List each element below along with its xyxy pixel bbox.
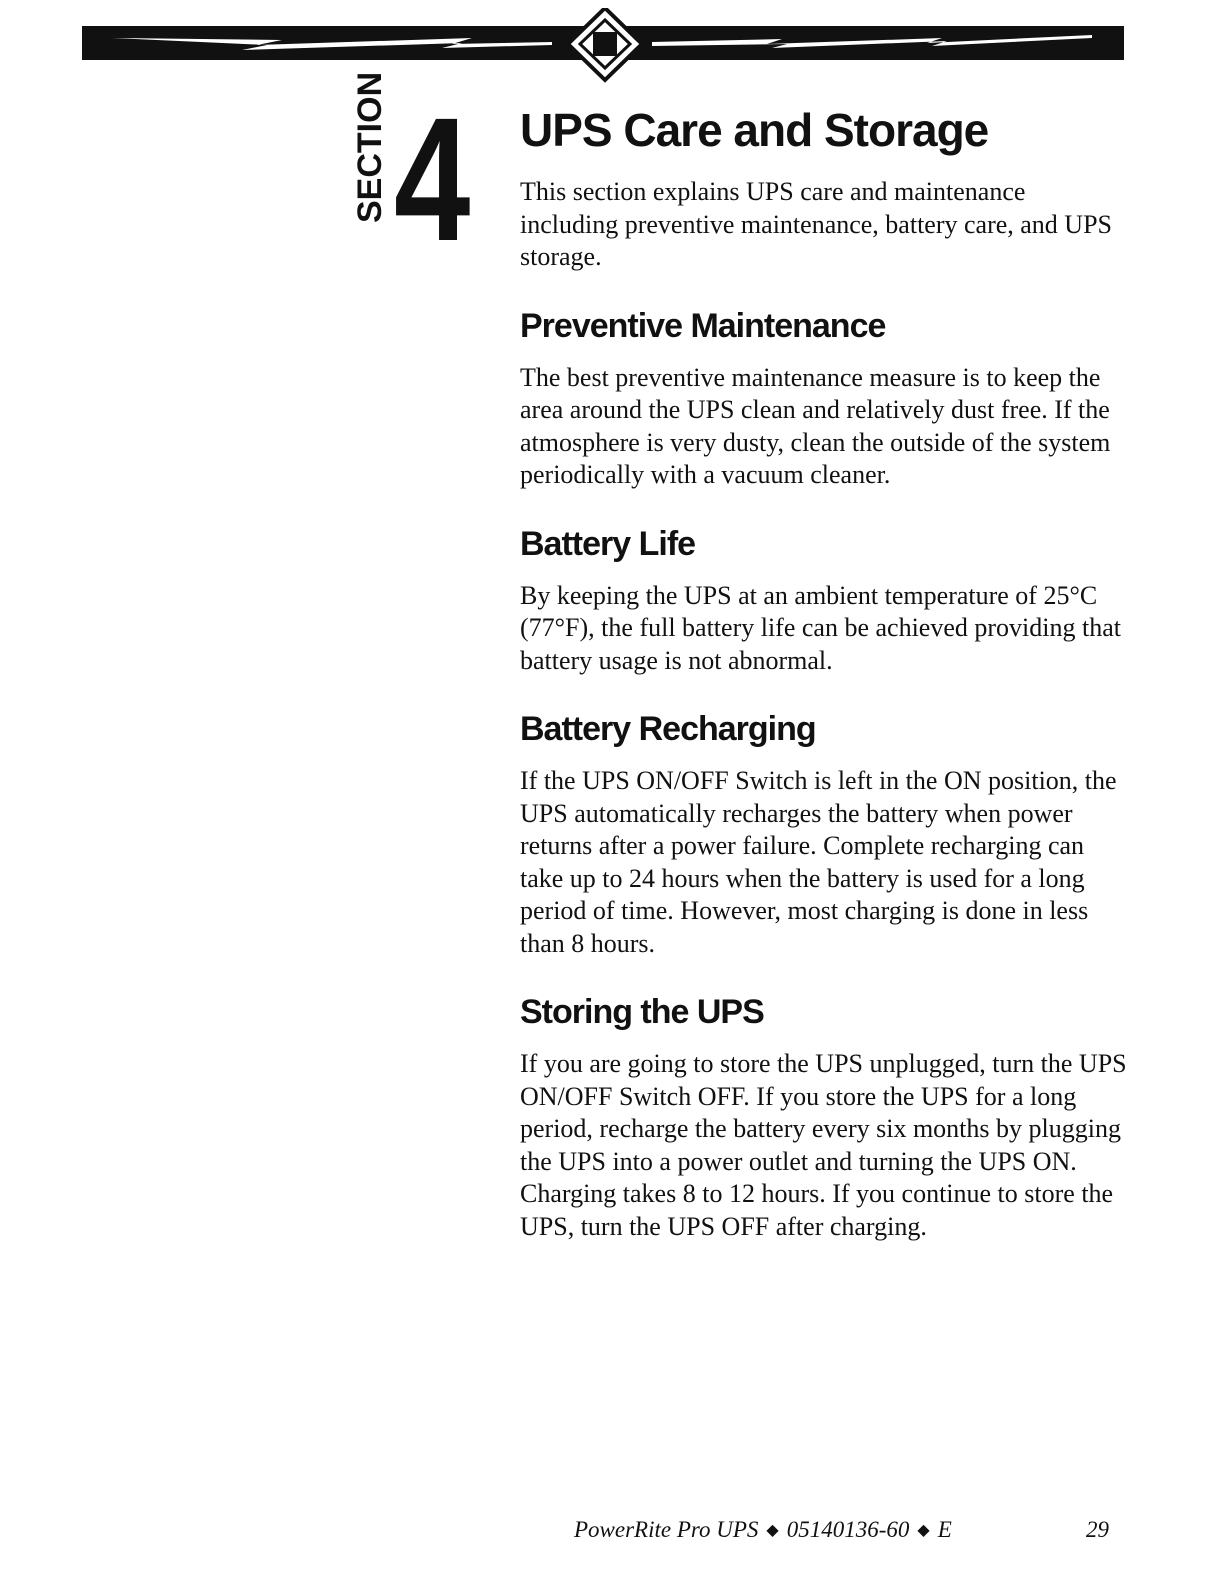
page-title: UPS Care and Storage <box>520 104 989 156</box>
footer-part-number: 05140136-60 <box>786 1517 910 1542</box>
heading-battery-recharging: Battery Recharging <box>520 710 816 748</box>
diamond-separator-icon: ◆ <box>766 1522 779 1539</box>
diamond-separator-icon: ◆ <box>917 1522 930 1539</box>
footer-product: PowerRite Pro UPS <box>574 1517 759 1542</box>
page-footer <box>574 1514 1114 1547</box>
heading-preventive-maintenance: Preventive Maintenance <box>520 306 886 345</box>
intro-paragraph: This section explains UPS care and maintenance including preventive maintenance, battery care, and UPS storage. <box>520 177 1113 271</box>
page-number: 29 <box>1086 1517 1109 1542</box>
footer-revision: E <box>937 1517 952 1542</box>
paragraph-battery-life: By keeping the UPS at an ambient temperature of 25°C (77°F), the full battery life can be achieved providing that battery usage is not abnormal. <box>520 580 1121 675</box>
section-number: 4 <box>394 82 471 278</box>
section-label: SECTION <box>351 71 389 223</box>
paragraph-storing-the-ups: If you are going to store the UPS unplugged, turn the UPS ON/OFF Switch OFF. If you store the UPS for a long period, recharge the battery every six months by plugging the UPS into a power outlet and turning the UPS ON. Charging takes 8 to 12 hours. If you continue to store the UPS, turn the UPS OFF after charging. <box>520 1049 1127 1241</box>
paragraph-preventive-maintenance: The best preventive maintenance measure is to keep the area around the UPS clean and relatively dust free. If the atmosphere is very dusty, clean the outside of the system periodically with a vacuum cleaner. <box>520 362 1111 489</box>
lightning-bar-icon <box>82 8 1124 88</box>
heading-storing-the-ups: Storing the UPS <box>520 993 764 1031</box>
paragraph-battery-recharging: If the UPS ON/OFF Switch is left in the ON position, the UPS automatically recharges the battery when power returns after a power failure. Complete recharging can take up to 24 hours when the battery is used for a long period of time. However, most charging is done in less than 8 hours. <box>520 766 1117 958</box>
heading-battery-life: Battery Life <box>520 524 696 563</box>
page-content <box>520 100 1130 1243</box>
